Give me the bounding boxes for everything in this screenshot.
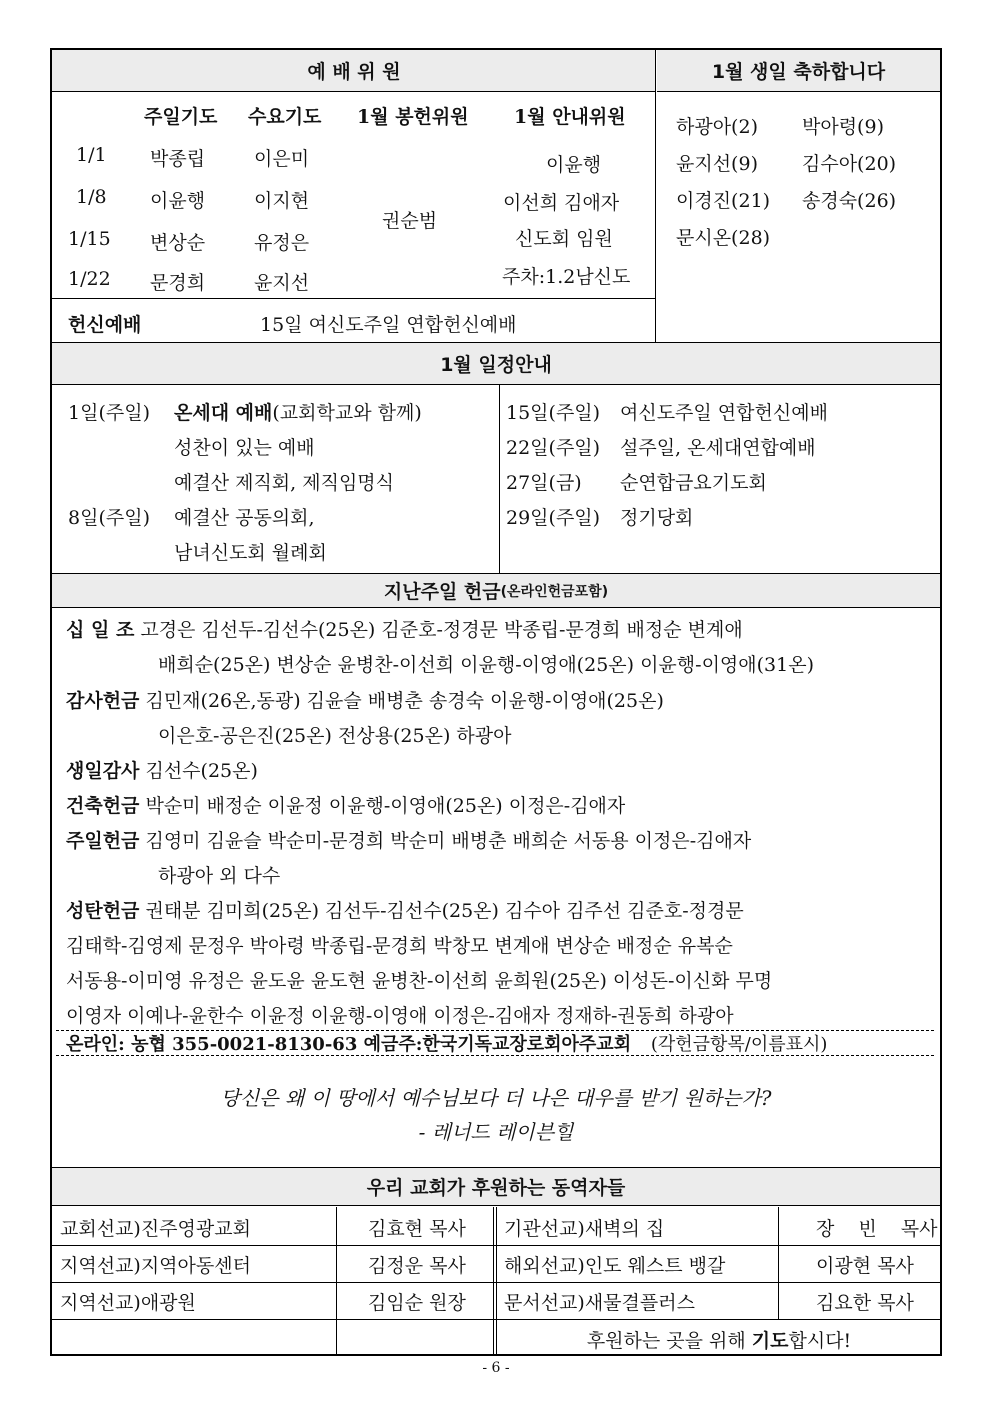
divider: [778, 1207, 779, 1319]
col-header-wednesday-prayer: 수요기도: [248, 106, 322, 128]
worship-wednesday: 윤지선: [254, 272, 310, 294]
offering-line: 배희순(25온) 변상순 윤병찬-이선희 이윤행-이영애(25온) 이윤행-이영애(31온): [158, 654, 814, 676]
col-header-guide-member: 1월 안내위원: [514, 106, 626, 128]
offering-line: 김태학-김영제 문정우 박아령 박종립-문경희 박창모 변계애 변상순 배정순 유복순: [66, 935, 733, 957]
schedule-item: 남녀신도회 월례회: [174, 542, 327, 564]
guide-member: 신도회 임원: [515, 228, 613, 250]
support-person: 김효현 목사: [368, 1218, 466, 1240]
support-org: 문서선교)새물결플러스: [504, 1292, 695, 1314]
dedication-text: 15일 여신도주일 연합헌신예배: [260, 314, 517, 336]
worship-date: 1/8: [76, 186, 107, 208]
offering-line: 서동용-이미영 유정은 윤도윤 윤도현 윤병찬-이선희 윤희원(25온) 이성돈-이신화 무명: [66, 970, 773, 992]
offering-title: 지난주일 헌금: [383, 581, 501, 603]
schedule-date: 8일(주일): [68, 507, 150, 529]
worship-wednesday: 유정은: [254, 232, 310, 254]
offering-line: 이영자 이예나-윤한수 이윤정 이윤행-이영애 이정은-김애자 정재하-권동희 하광아: [66, 1005, 734, 1027]
support-person: 김임순 원장: [368, 1292, 466, 1314]
worship-date: 1/15: [68, 228, 111, 250]
offering-line: 십 일 조 고경은 김선두-김선수(25온) 김준호-정경문 박종립-문경희 배정순 변계애: [66, 619, 743, 641]
quote-author: - 레너드 레이븐힐: [418, 1120, 574, 1144]
schedule-item: 예결산 공동의회,: [174, 507, 315, 529]
divider: [52, 298, 656, 299]
support-org: 기관선교)새벽의 집: [504, 1218, 665, 1240]
worship-wednesday: 이은미: [254, 148, 310, 170]
offering-line: 감사헌금 김민재(26온,동광) 김윤슬 배병춘 송경숙 이윤행-이영애(25온): [66, 690, 664, 712]
bulletin-page-frame: [50, 48, 942, 1356]
support-person: 김정운 목사: [368, 1255, 466, 1277]
schedule-date: 15일(주일): [506, 402, 601, 424]
quote-line-1: 당신은 왜 이 땅에서 예수님보다 더 나은 대우를 받기 원하는가?: [220, 1086, 772, 1110]
birthday-name: 송경숙(26): [802, 190, 897, 212]
schedule-date: 27일(금): [506, 472, 582, 494]
birthday-name: 김수아(20): [802, 153, 897, 175]
worship-wednesday: 이지현: [254, 190, 310, 212]
support-org: 지역선교)지역아동센터: [60, 1255, 251, 1277]
birthday-header: 1월 생일 축하합니다: [657, 50, 940, 92]
birthday-name: 이경진(21): [676, 190, 771, 212]
schedule-date: 22일(주일): [506, 437, 601, 459]
offering-title-sub: (온라인헌금포함): [500, 583, 609, 600]
schedule-item: 순연합금요기도회: [620, 472, 767, 494]
divider: [499, 385, 500, 573]
offering-line: 성탄헌금 권태분 김미희(25온) 김선두-김선수(25온) 김수아 김주선 김준호-정경문: [66, 900, 744, 922]
schedule-item: 예결산 제직회, 제직임명식: [174, 472, 395, 494]
support-person: 김요한 목사: [816, 1292, 914, 1314]
support-person: 이광현 목사: [816, 1255, 914, 1277]
worship-sunday: 이윤행: [150, 190, 206, 212]
offering-member-name: 권순범: [382, 210, 438, 232]
birthday-name: 문시온(28): [676, 227, 771, 249]
schedule-item: 정기당회: [620, 507, 694, 529]
guide-member: 이선희 김애자: [503, 192, 620, 214]
birthday-name: 하광아(2): [676, 116, 758, 138]
schedule-header: 1월 일정안내: [52, 343, 940, 385]
col-header-sunday-prayer: 주일기도: [144, 106, 218, 128]
support-header: 우리 교회가 후원하는 동역자들: [52, 1168, 940, 1206]
offering-line: 주일헌금 김영미 김윤슬 박순미-문경희 박순미 배병춘 배희순 서동용 이정은-김애자: [66, 830, 752, 852]
worship-sunday: 박종립: [150, 148, 206, 170]
guide-member: 이윤행: [546, 154, 602, 176]
worship-date: 1/1: [76, 144, 107, 166]
schedule-date: 1일(주일): [68, 402, 150, 424]
support-person: 장 빈 목사: [816, 1218, 938, 1240]
offering-header: [52, 574, 940, 608]
support-org: 해외선교)인도 웨스트 뱅갈: [504, 1255, 726, 1277]
offering-line: 생일감사 김선수(25온): [66, 760, 258, 782]
col-header-offering-member: 1월 봉헌위원: [357, 106, 469, 128]
divider: [496, 1207, 497, 1356]
schedule-item: 성찬이 있는 예배: [174, 437, 315, 459]
worship-sunday: 변상순: [150, 232, 206, 254]
dedication-label: 헌신예배: [68, 314, 142, 336]
worship-committee-header: 예 배 위 원: [52, 50, 656, 92]
support-org: 지역선교)애광원: [60, 1292, 196, 1314]
online-account: 온라인: 농협 355-0021-8130-63 예금주:한국기독교장로회아주교회 (각헌금항목/이름표시): [66, 1034, 828, 1055]
prayer-message: 후원하는 곳을 위해 기도합시다!: [586, 1330, 852, 1352]
schedule-item: 여신도주일 연합헌신예배: [620, 402, 828, 424]
divider: [336, 1207, 337, 1356]
schedule-date: 29일(주일): [506, 507, 601, 529]
support-org: 교회선교)진주영광교회: [60, 1218, 251, 1240]
page-number: - 6 -: [482, 1360, 510, 1376]
offering-line: 하광아 외 다수: [158, 865, 281, 887]
birthday-name: 윤지선(9): [676, 153, 758, 175]
schedule-item: 설주일, 온세대연합예배: [620, 437, 816, 459]
guide-member: 주차:1.2남신도: [502, 266, 631, 288]
offering-line: 건축헌금 박순미 배정순 이윤정 이윤행-이영애(25온) 이정은-김애자: [66, 795, 626, 817]
offering-line: 이은호-공은진(25온) 전상용(25온) 하광아: [158, 725, 512, 747]
worship-sunday: 문경희: [150, 272, 206, 294]
worship-date: 1/22: [68, 268, 111, 290]
schedule-item: 온세대 예배(교회학교와 함께): [174, 402, 422, 424]
divider: [493, 1207, 494, 1356]
birthday-name: 박아령(9): [802, 116, 884, 138]
